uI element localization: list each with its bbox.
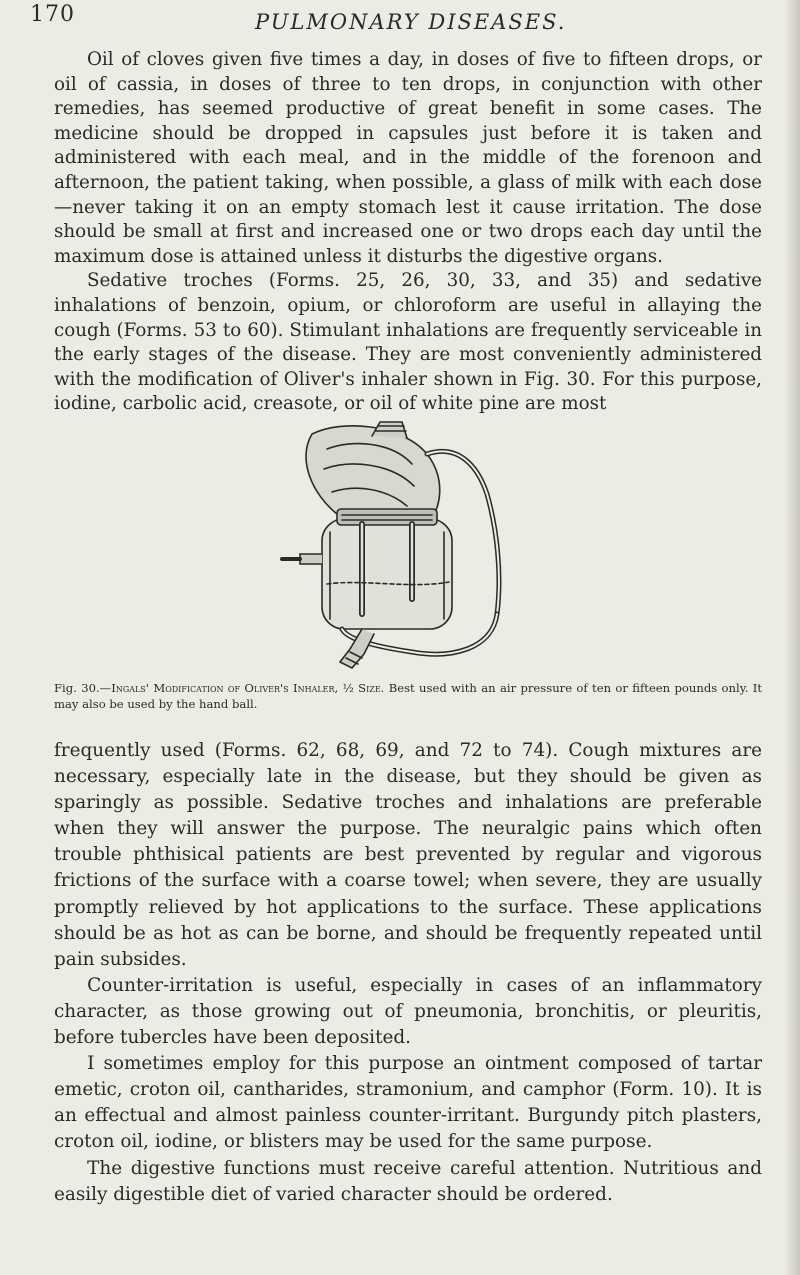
figure-caption-title: —Ingals' Modification of Oliver's Inhaler, ½ Size.	[99, 681, 385, 695]
text-block-bottom	[54, 738, 762, 1208]
paragraph: Oil of cloves given five times a day, in doses of five to fifteen drops, or oil of cassia, in doses of three to ten drops, in conjunction with other remedies, has seemed productive of great benefit in some cases. The medicine should be dropped in capsules just before it is taken and administered with each meal, and in the middle of the forenoon and afternoon, the patient taking, when possible, a glass of milk with each dose—never taking it on an empty stomach lest it cause irritation. The dose should be small at first and increased one or two drops each day until the maximum dose is attained unless it disturbs the digestive organs.	[54, 49, 762, 267]
running-head: PULMONARY DISEASES.	[255, 10, 567, 34]
paragraph: frequently used (Forms. 62, 68, 69, and 72 to 74). Cough mixtures are necessary, especially late in the disease, but they should be given as sparingly as possible. Sedative troches and inhalations are preferable when they will answer the purpose. The neuralgic pains which often trouble phthisical patients are best prevented by regular and vigorous frictions of the surface with a coarse towel; when severe, they are usually promptly relieved by hot applications to the surface. These applications should be as hot as can be borne, and should be frequently repeated until pain subsides.	[54, 740, 762, 970]
inhaler-illustration	[252, 414, 552, 674]
page-edge-shadow	[786, 0, 800, 1275]
figure-caption	[54, 680, 762, 712]
paragraph: I sometimes employ for this purpose an ointment composed of tartar emetic, croton oil, cantharides, stramonium, and camphor (Form. 10). It is an effectual and almost painless counter-irritant. Burgundy pitch plasters, croton oil, iodine, or blisters may be used for the same purpose.	[54, 1053, 762, 1153]
text-block-top	[54, 48, 762, 417]
figure-label: Fig. 30.	[54, 681, 100, 695]
paragraph: Counter-irritation is useful, especially in cases of an inflammatory character, as those growing out of pneumonia, bronchitis, or pleuritis, before tubercles have been deposited.	[54, 974, 762, 1049]
figure-caption-text: Best used with an air pressure of ten or fifteen pounds only. It may also be used by the hand ball.	[54, 681, 762, 711]
paragraph: Sedative troches (Forms. 25, 26, 30, 33, and 35) and sedative inhalations of benzoin, opium, or chloroform are useful in allaying the cough (Forms. 53 to 60). Stimulant inhalations are frequently serviceable in the early stages of the disease. They are most conveniently administered with the modification of Oliver's inhaler shown in Fig. 30. For this purpose, iodine, carbolic acid, creasote, or oil of white pine are most	[54, 270, 762, 415]
paragraph: The digestive functions must receive careful attention. Nutritious and easily digestible diet of varied character should be ordered.	[54, 1157, 762, 1205]
page-number: 170	[30, 2, 75, 27]
